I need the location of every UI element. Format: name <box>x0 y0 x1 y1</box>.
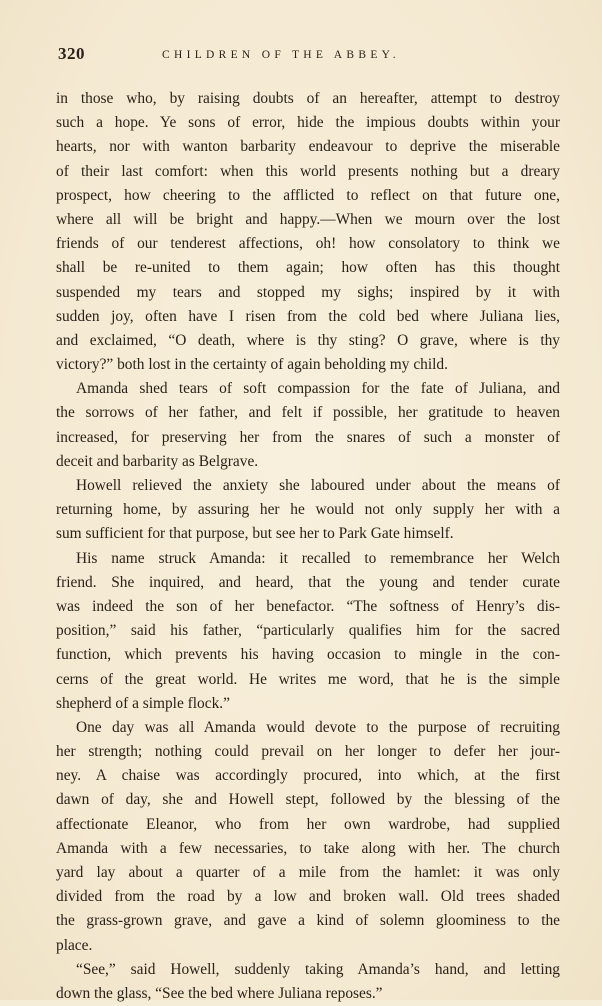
paragraph-end-line: down the glass, “See the bed where Juliana reposes.” <box>56 984 383 1002</box>
paragraph-start-line: Amanda shed tears of soft compassion for the fate of Juliana, and <box>76 380 560 398</box>
text-line: prospect, how cheering to the afflicted to reflect on that future one, <box>56 186 560 204</box>
text-line: cerns of the great world. He writes me word, that he is the simple <box>56 670 560 688</box>
text-line: the grass-grown grave, and gave a kind of solemn gloominess to the <box>56 912 560 930</box>
text-line: such a hope. Ye sons of error, hide the impious doubts within your <box>56 114 560 132</box>
paragraph-start-line: One day was all Amanda would devote to the purpose of recruiting <box>76 718 560 736</box>
text-line: increased, for preserving her from the snares of such a monster of <box>56 428 560 446</box>
text-line: position,” said his father, “particularly qualifies him for the sacred <box>56 622 560 640</box>
text-line: and exclaimed, “O death, where is thy sting? O grave, where is thy <box>56 331 560 349</box>
text-line: ney. A chaise was accordingly procured, into which, at the first <box>56 767 560 785</box>
paragraph-end-line: shepherd of a simple flock.” <box>56 694 230 712</box>
text-line: her strength; nothing could prevail on her longer to defer her jour- <box>56 743 560 761</box>
text-line: returning home, by assuring her he would not only supply her with a <box>56 501 560 519</box>
text-line: was indeed the son of her benefactor. “The softness of Henry’s dis- <box>56 597 560 615</box>
text-line: suspended my tears and stopped my sighs; inspired by it with <box>56 283 560 301</box>
paragraph-start-line: “See,” said Howell, suddenly taking Amanda’s hand, and letting <box>76 960 560 978</box>
text-line: dawn of day, she and Howell stept, followed by the blessing of the <box>56 791 560 809</box>
text-line: where all will be bright and happy.—When we mourn over the lost <box>56 210 560 228</box>
paragraph-start-line: Howell relieved the anxiety she laboured under about the means of <box>76 477 560 494</box>
text-line: sudden joy, often have I risen from the cold bed where Juliana lies, <box>56 307 560 325</box>
text-line: function, which prevents his having occasion to mingle in the con- <box>56 646 560 664</box>
text-line: friend. She inquired, and heard, that the young and tender curate <box>56 573 560 591</box>
text-line: affectionate Eleanor, who from her own wardrobe, had supplied <box>56 815 560 833</box>
body-text <box>56 87 560 1006</box>
paragraph-end-line: deceit and barbarity as Belgrave. <box>56 452 259 470</box>
text-line: hearts, nor with wanton barbarity endeavour to deprive the miserable <box>56 138 560 156</box>
paragraph-end-line: place. <box>56 936 93 954</box>
text-line: the sorrows of her father, and felt if possible, her gratitude to heaven <box>56 404 560 422</box>
paragraph-end-line: victory?” both lost in the certainty of again beholding my child. <box>56 356 448 374</box>
page-header <box>58 44 552 68</box>
paragraph-start-line: His name struck Amanda: it recalled to remembrance her Welch <box>76 549 560 567</box>
text-line: of their last comfort: when this world presents nothing but a dreary <box>56 162 560 180</box>
running-head: CHILDREN OF THE ABBEY. <box>162 49 400 61</box>
text-line: divided from the road by a low and broken wall. Old trees shaded <box>56 888 560 906</box>
page-number: 320 <box>58 44 85 63</box>
text-line: friends of our tenderest affections, oh! how consolatory to think we <box>56 235 560 253</box>
text-line: shall be re-united to them again; how often has this thought <box>56 259 560 277</box>
paragraph-end-line: sum sufficient for that purpose, but see her to Park Gate himself. <box>56 525 454 543</box>
text-line: Amanda with a few necessaries, to take along with her. The church <box>56 839 560 857</box>
text-line: yard lay about a quarter of a mile from the hamlet: it was only <box>56 864 560 881</box>
text-line: in those who, by raising doubts of an hereafter, attempt to destroy <box>56 90 560 107</box>
